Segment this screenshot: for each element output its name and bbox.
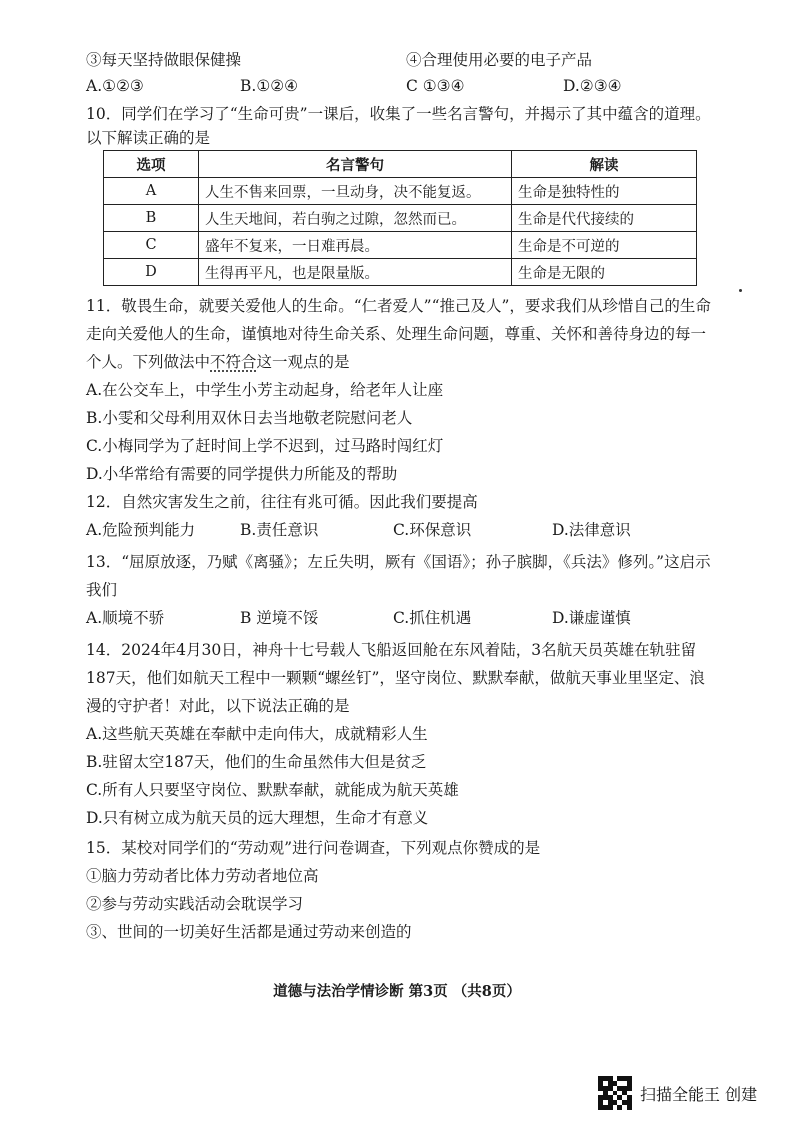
q12-option-a: A.危险预判能力	[86, 521, 196, 539]
q9-option-b: B.①②④	[240, 77, 299, 95]
q13-option-d: D.谦虚谨慎	[552, 609, 631, 627]
q11-option-a: A.在公交车上，中学生小芳主动起身，给老年人让座	[86, 381, 444, 399]
table-cell: 生得再平凡，也是限量版。	[199, 259, 512, 286]
q12-option-b: B.责任意识	[240, 521, 319, 539]
table-cell: B	[104, 205, 199, 232]
q11-emphasis: 不符合	[210, 353, 257, 371]
table-cell: C	[104, 232, 199, 259]
q10-stem-line-2: 以下解读正确的是	[86, 129, 211, 147]
table-cell: 生命是代代接续的	[512, 205, 697, 232]
q9-item-3: ③每天坚持做眼保健操	[86, 51, 242, 69]
table-header: 名言警句	[199, 151, 512, 178]
q12-stem: 12．自然灾害发生之前，往往有兆可循。因此我们要提高	[86, 493, 478, 511]
q9-option-a: A.①②③	[86, 77, 144, 95]
q14-stem-line-2: 187天，他们如航天工程中一颗颗“螺丝钉”，坚守岗位、默默奉献，做航天事业里坚定、浪	[86, 669, 705, 687]
q13-option-b: B 逆境不馁	[240, 609, 319, 627]
q9-option-c: C ①③④	[406, 77, 465, 95]
table-header: 解读	[512, 151, 697, 178]
q11-stem-line-1: 11．敬畏生命，就要关爱他人的生命。“仁者爱人”“推己及人”，要求我们从珍惜自己的生命	[86, 297, 711, 315]
q11-option-c: C.小梅同学为了赶时间上学不迟到，过马路时闯红灯	[86, 437, 444, 455]
q11-option-d: D.小华常给有需要的同学提供力所能及的帮助	[86, 465, 398, 483]
scan-speck	[739, 289, 742, 292]
table-row	[104, 205, 697, 232]
q14-option-d: D.只有树立成为航天员的远大理想，生命才有意义	[86, 809, 429, 827]
table-cell: 盛年不复来，一日难再晨。	[199, 232, 512, 259]
q14-stem-line-3: 漫的守护者！对此，以下说法正确的是	[86, 697, 350, 715]
q11-stem-line-2: 走向关爱他人的生命，谨慎地对待生命关系、处理生命问题，尊重、关怀和善待身边的每一	[86, 325, 707, 343]
q13-option-c: C.抓住机遇	[393, 609, 472, 627]
q13-stem-line-2: 我们	[86, 581, 118, 599]
q11-stem-post: 这一观点的是	[256, 353, 350, 371]
q9-item-4: ④合理使用必要的电子产品	[406, 51, 593, 69]
q14-option-a: A.这些航天英雄在奉献中走向伟大，成就精彩人生	[86, 725, 428, 743]
scanner-watermark	[598, 1076, 757, 1110]
qr-code-icon	[598, 1076, 632, 1110]
table-row	[104, 232, 697, 259]
table-cell: A	[104, 178, 199, 205]
q15-item-3: ③、世间的一切美好生活都是通过劳动来创造的	[86, 923, 412, 941]
q10-stem-line-1: 10．同学们在学习了“生命可贵”一课后，收集了一些名言警句，并揭示了其中蕴含的道理。	[86, 105, 711, 123]
table-row	[104, 178, 697, 205]
q11-option-b: B.小雯和父母利用双休日去当地敬老院慰问老人	[86, 409, 413, 427]
q14-stem-line-1: 14．2024年4月30日，神舟十七号载人飞船返回舱在东风着陆，3名航天员英雄在轨驻留	[86, 641, 697, 659]
q13-stem-line-1: 13．“屈原放逐，乃赋《离骚》；左丘失明，厥有《国语》；孙子膑脚，《兵法》修列。”这启示	[86, 553, 711, 571]
q14-option-b: B.驻留太空187天，他们的生命虽然伟大但是贫乏	[86, 753, 427, 771]
q14-option-c: C.所有人只要坚守岗位、默默奉献，就能成为航天英雄	[86, 781, 459, 799]
q15-stem: 15．某校对同学们的“劳动观”进行问卷调查，下列观点你赞成的是	[86, 839, 541, 857]
table-cell: 人生不售来回票，一旦动身，决不能复返。	[199, 178, 512, 205]
q12-option-c: C.环保意识	[393, 521, 472, 539]
table-cell: D	[104, 259, 199, 286]
q12-option-d: D.法律意识	[552, 521, 631, 539]
q10-quote-table	[103, 150, 697, 286]
table-cell: 人生天地间，若白驹之过隙，忽然而已。	[199, 205, 512, 232]
scanner-watermark-text: 扫描全能王 创建	[640, 1084, 758, 1104]
table-row	[104, 259, 697, 286]
table-header-row	[104, 151, 697, 178]
q15-item-2: ②参与劳动实践活动会耽误学习	[86, 895, 304, 913]
q15-item-1: ①脑力劳动者比体力劳动者地位高	[86, 867, 319, 885]
table-header: 选项	[104, 151, 199, 178]
q11-stem-pre: 个人。下列做法中	[86, 353, 211, 371]
q13-option-a: A.顺境不骄	[86, 609, 165, 627]
page-footer: 道德与法治学情诊断 第3页 （共8页）	[273, 983, 521, 1000]
table-cell: 生命是不可逆的	[512, 232, 697, 259]
q9-option-d: D.②③④	[563, 77, 622, 95]
table-cell: 生命是独特性的	[512, 178, 697, 205]
table-cell: 生命是无限的	[512, 259, 697, 286]
q11-stem-line-3	[86, 352, 350, 372]
